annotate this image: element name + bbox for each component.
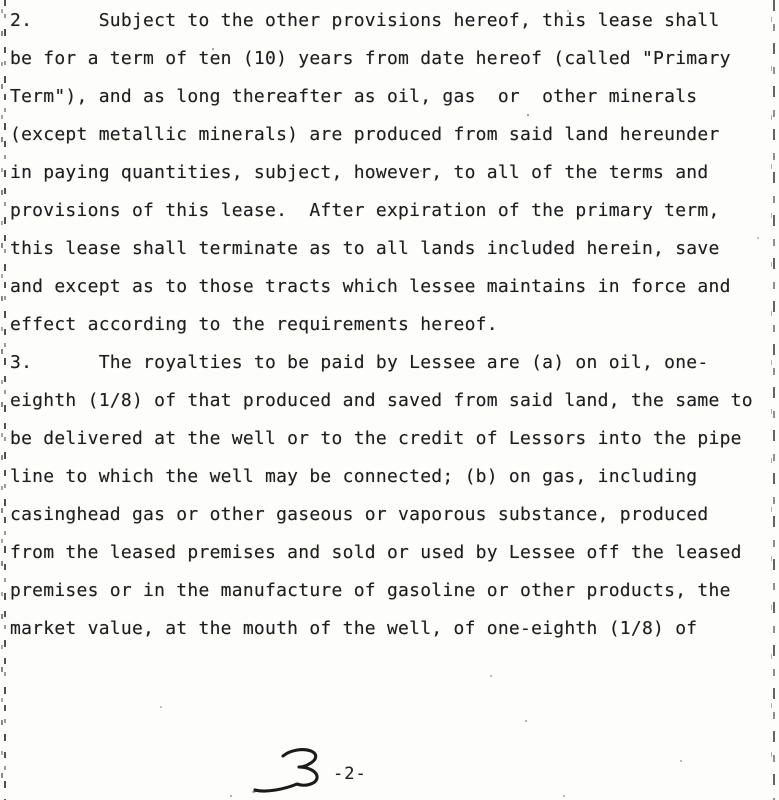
document-line: be delivered at the well or to the credit of Lessors into the pipe: [10, 428, 742, 449]
scan-noise-specks: [0, 0, 2, 2]
scan-edge-artifact-left-secondary: [1, 0, 3, 800]
typed-page-number: -2-: [333, 764, 367, 784]
document-line: line to which the well may be connected; (b) on gas, including: [10, 466, 698, 487]
document-line: (except metallic minerals) are produced from said land hereunder: [10, 124, 720, 145]
handwritten-numeral-3: [252, 747, 328, 795]
document-line: from the leased premises and sold or used by Lessee off the leased: [10, 542, 742, 563]
document-line: 2. Subject to the other provisions hereof, this lease shall: [10, 10, 720, 31]
lease-body-text: [10, 2, 776, 648]
document-line: premises or in the manufacture of gasoline or other products, the: [10, 580, 731, 601]
document-line: be for a term of ten (10) years from date hereof (called "Primary: [10, 48, 731, 69]
document-line: eighth (1/8) of that produced and saved from said land, the same to: [10, 390, 753, 411]
document-line: provisions of this lease. After expiration of the primary term,: [10, 200, 720, 221]
document-line: and except as to those tracts which lessee maintains in force and: [10, 276, 731, 297]
document-line: 3. The royalties to be paid by Lessee are (a) on oil, one-: [10, 352, 709, 373]
document-line: casinghead gas or other gaseous or vaporous substance, produced: [10, 504, 709, 525]
document-line: Term"), and as long thereafter as oil, gas or other minerals: [10, 86, 698, 107]
document-line: effect according to the requirements hereof.: [10, 314, 498, 335]
scan-edge-artifact-left: [4, 0, 6, 800]
document-line: market value, at the mouth of the well, of one-eighth (1/8) of: [10, 618, 698, 639]
document-line: in paying quantities, subject, however, to all of the terms and: [10, 162, 709, 183]
document-line: this lease shall terminate as to all lands included herein, save: [10, 238, 720, 259]
